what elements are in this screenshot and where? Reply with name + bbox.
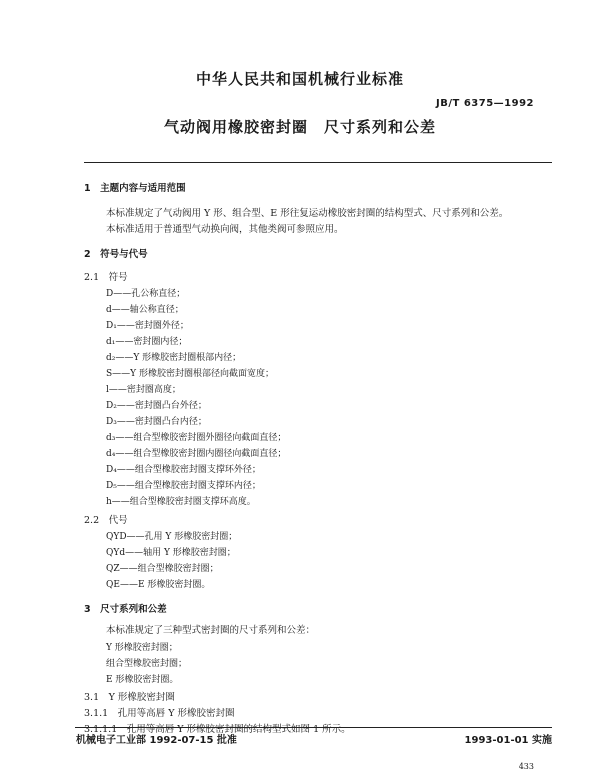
subsection-2-1: 2.1 符号 [84, 272, 128, 283]
subsection-3-1-1-1: 3.1.1.1 孔用等高唇 Y 形橡胶密封圈的结构型式如图 1 所示。 [84, 724, 351, 735]
symbol-item: d₃——组合型橡胶密封圈外圈径向截面直径； [106, 433, 287, 443]
subsection-3-1-1: 3.1.1 孔用等高唇 Y 形橡胶密封圈 [84, 708, 235, 719]
code-item: QYd——轴用 Y 形橡胶密封圈； [106, 548, 236, 558]
section-3-heading: 3 尺寸系列和公差 [84, 604, 167, 615]
section-1-paragraph-2: 本标准适用于普通型气动换向阀，其他类阀可参照应用。 [106, 224, 344, 235]
subsection-3-1: 3.1 Y 形橡胶密封圈 [84, 692, 175, 703]
symbol-item: D₁——密封圈外径； [106, 321, 189, 331]
seal-type-item: 组合型橡胶密封圈； [106, 659, 188, 669]
page-number: 433 [518, 762, 534, 771]
seal-type-item: Y 形橡胶密封圈； [106, 643, 178, 653]
subsection-2-2: 2.2 代号 [84, 515, 128, 526]
symbol-item: D₅——组合型橡胶密封圈支撑环内径； [106, 481, 261, 491]
symbol-item: d₁——密封圈内径； [106, 337, 188, 347]
symbol-item: S——Y 形橡胶密封圈根部径向截面宽度； [106, 369, 274, 379]
section-1-paragraph-1: 本标准规定了气动阀用 Y 形、组合型、E 形往复运动橡胶密封圈的结构型式、尺寸系列和公差。 [106, 208, 509, 219]
code-item: QYD——孔用 Y 形橡胶密封圈； [106, 532, 238, 542]
symbol-item: h——组合型橡胶密封圈支撑环高度。 [106, 497, 256, 507]
code-item: QZ——组合型橡胶密封圈； [106, 564, 219, 574]
section-2-heading: 2 符号与代号 [84, 249, 148, 260]
document-title: 气动阀用橡胶密封圈 尺寸系列和公差 [163, 118, 436, 136]
header-divider [84, 162, 552, 163]
approval-date: 机械电子工业部 1992-07-15 批准 [76, 735, 237, 746]
symbol-item: d——轴公称直径； [106, 305, 184, 315]
section-3-intro: 本标准规定了三种型式密封圈的尺寸系列和公差： [106, 625, 316, 636]
effective-date: 1993-01-01 实施 [464, 735, 552, 746]
symbol-item: d₄——组合型橡胶密封圈内圈径向截面直径； [106, 449, 287, 459]
symbol-item: D——孔公称直径； [106, 289, 186, 299]
footer-divider [75, 727, 552, 728]
symbol-item: d₂——Y 形橡胶密封圈根部内径； [106, 353, 242, 363]
symbol-item: D₃——密封圈凸台内径； [106, 417, 207, 427]
standard-number: JB/T 6375—1992 [436, 98, 534, 109]
seal-type-item: E 形橡胶密封圈。 [106, 675, 179, 685]
symbol-item: l——密封圈高度； [106, 385, 181, 395]
org-title: 中华人民共和国机械行业标准 [195, 70, 404, 88]
symbol-item: D₄——组合型橡胶密封圈支撑环外径； [106, 465, 261, 475]
code-item: QE——E 形橡胶密封圈。 [106, 580, 211, 590]
symbol-item: D₂——密封圈凸台外径； [106, 401, 207, 411]
section-1-heading: 1 主题内容与适用范围 [84, 183, 186, 194]
